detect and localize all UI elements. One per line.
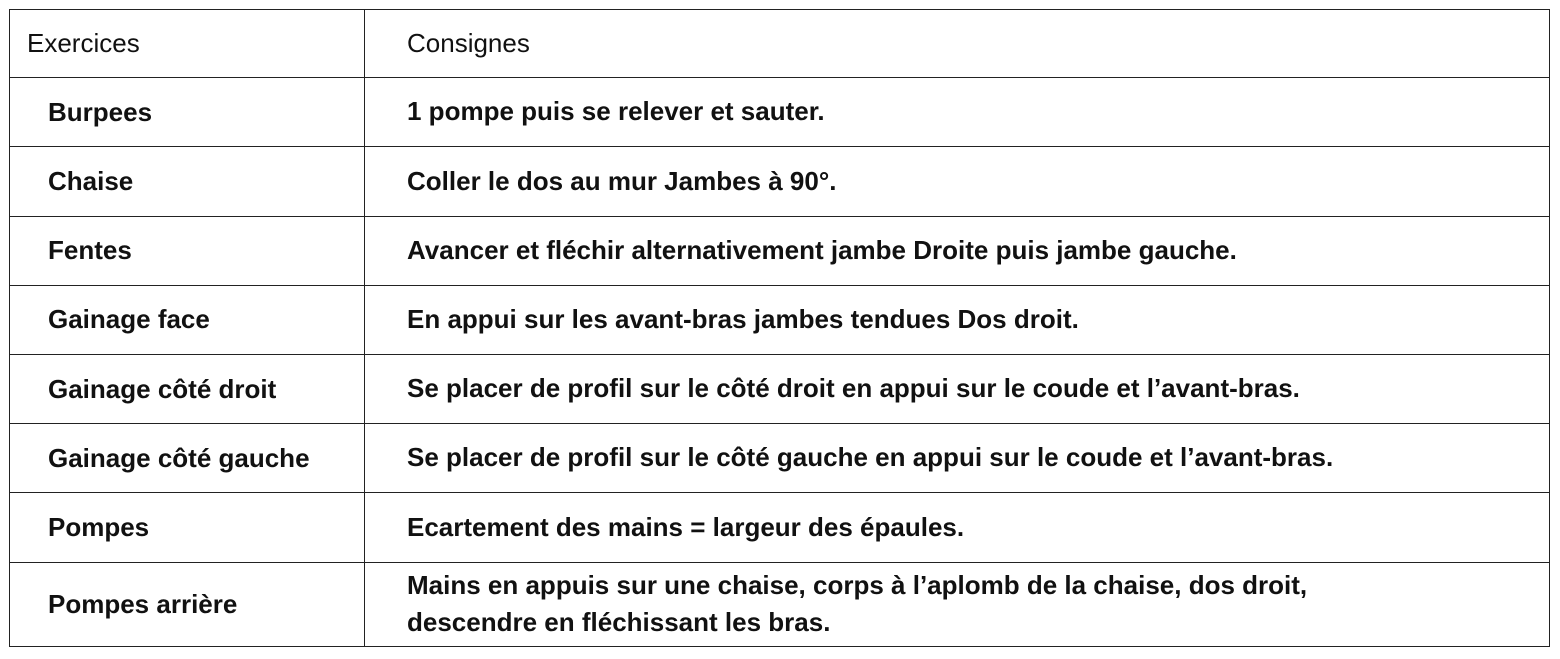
table-row — [10, 493, 1550, 562]
exercise-instruction: Se placer de profil sur le côté gauche en appui sur le coude et l’avant-bras. — [365, 424, 1550, 493]
exercise-name: Gainage côté gauche — [10, 424, 365, 493]
exercise-name: Pompes — [10, 493, 365, 562]
header-instructions: Consignes — [365, 10, 1550, 78]
exercise-instruction — [365, 562, 1550, 646]
exercise-name: Gainage côté droit — [10, 355, 365, 424]
table-row — [10, 355, 1550, 424]
table-row — [10, 424, 1550, 493]
exercise-instruction: Ecartement des mains = largeur des épaules. — [365, 493, 1550, 562]
table-row — [10, 216, 1550, 285]
table-row — [10, 285, 1550, 354]
exercise-instruction: Avancer et fléchir alternativement jambe Droite puis jambe gauche. — [365, 216, 1550, 285]
exercise-name: Fentes — [10, 216, 365, 285]
exercise-name: Pompes arrière — [10, 562, 365, 646]
exercise-instruction: Se placer de profil sur le côté droit en appui sur le coude et l’avant-bras. — [365, 355, 1550, 424]
exercise-name: Burpees — [10, 78, 365, 147]
exercise-name: Gainage face — [10, 285, 365, 354]
instruction-line: descendre en fléchissant les bras. — [407, 607, 831, 638]
exercise-table — [9, 9, 1550, 647]
header-exercises: Exercices — [10, 10, 365, 78]
exercise-instruction: Coller le dos au mur Jambes à 90°. — [365, 147, 1550, 216]
table-row — [10, 562, 1550, 646]
table-header-row — [10, 10, 1550, 78]
exercise-instruction: En appui sur les avant-bras jambes tendues Dos droit. — [365, 285, 1550, 354]
table-row — [10, 147, 1550, 216]
exercise-instruction: 1 pompe puis se relever et sauter. — [365, 78, 1550, 147]
instruction-line: Mains en appuis sur une chaise, corps à l’aplomb de la chaise, dos droit, — [407, 569, 1308, 600]
exercise-name: Chaise — [10, 147, 365, 216]
table-row — [10, 78, 1550, 147]
